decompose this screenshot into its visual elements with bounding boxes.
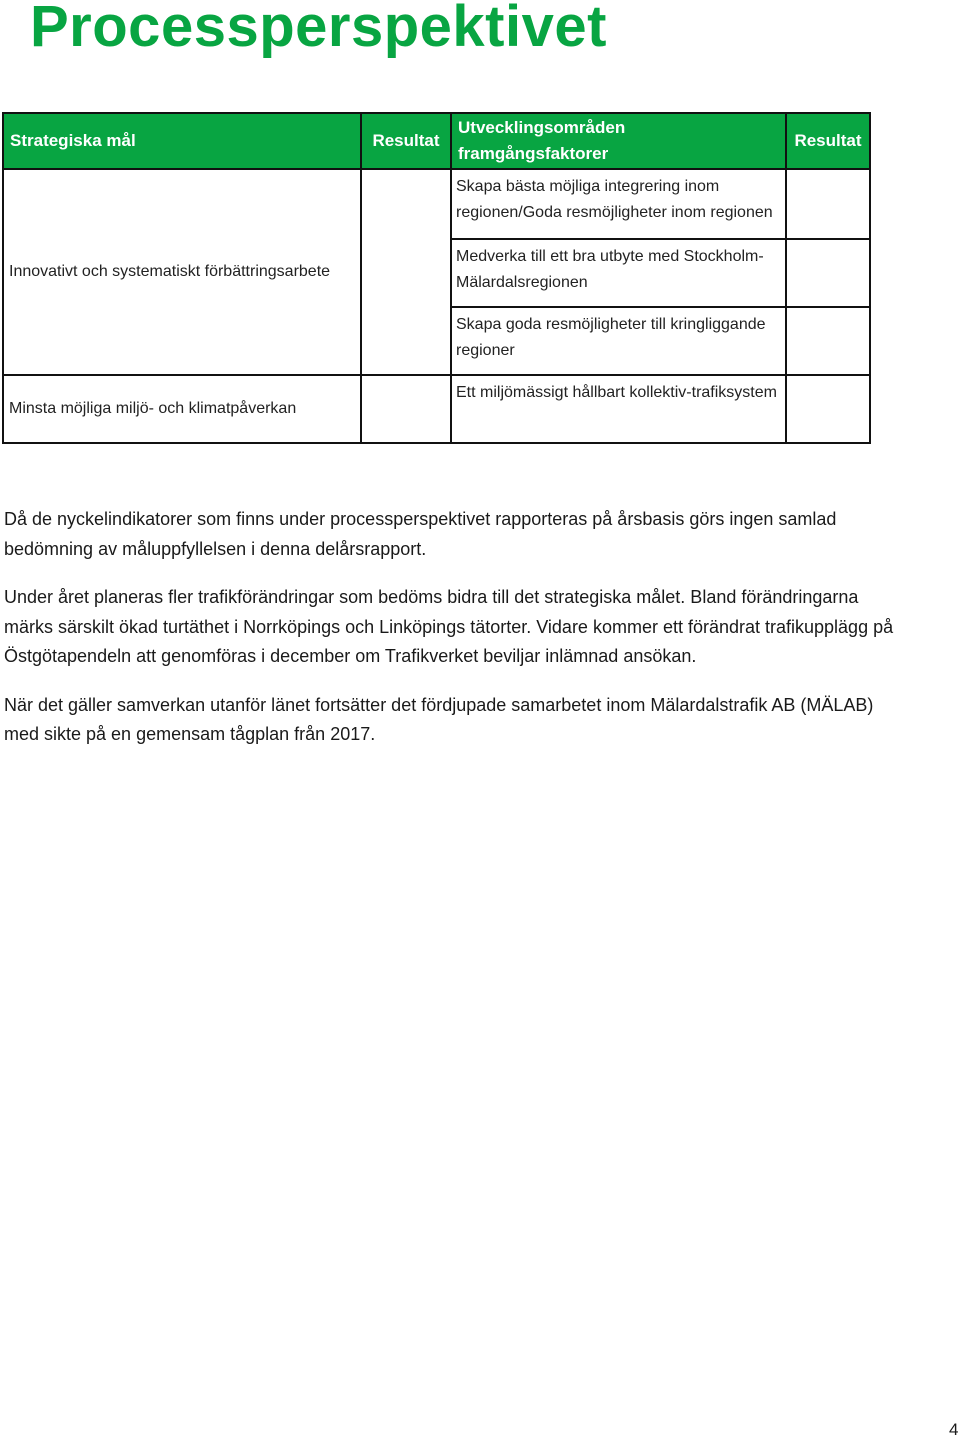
header-development-areas: Utvecklingsområden framgångsfaktorer xyxy=(451,113,786,169)
factor-cell: Ett miljömässigt hållbart kollektiv-trafiksystem xyxy=(451,375,786,443)
header-strategic-goals: Strategiska mål xyxy=(3,113,361,169)
header-result-2: Resultat xyxy=(786,113,870,169)
page-title: Processperspektivet xyxy=(30,0,607,59)
result-cell xyxy=(361,375,451,443)
factor-result-cell xyxy=(786,169,870,239)
page-number: 4 xyxy=(949,1420,959,1439)
factor-cell: Skapa goda resmöjligheter till kringliggande regioner xyxy=(451,307,786,375)
table-row xyxy=(3,375,870,443)
paragraph: Under året planeras fler trafikförändringar som bedöms bidra till det strategiska målet. Bland förändringarna märks särskilt ökad turtäthet i Norrköpings och Linköpings tätorter. Vidare kommer ett förändrat trafikupplägg på Östgötapendeln att genomföras i december om Trafikverket beviljar inlämnad ansökan. xyxy=(4,587,894,666)
factor-result-cell xyxy=(786,307,870,375)
goal-cell: Innovativt och systematiskt förbättringsarbete xyxy=(3,169,361,375)
table-row xyxy=(3,169,870,239)
goal-cell: Minsta möjliga miljö- och klimatpåverkan xyxy=(3,375,361,443)
table-header-row xyxy=(3,113,870,169)
factor-cell: Medverka till ett bra utbyte med Stockholm-Mälardalsregionen xyxy=(451,239,786,307)
header-result: Resultat xyxy=(361,113,451,169)
strategic-goals-table xyxy=(2,112,871,444)
factor-cell: Skapa bästa möjliga integrering inom regionen/Goda resmöjligheter inom regionen xyxy=(451,169,786,239)
factor-result-cell xyxy=(786,375,870,443)
body-text xyxy=(4,505,904,769)
paragraph: När det gäller samverkan utanför länet fortsätter det fördjupade samarbetet inom Mälardalstrafik AB (MÄLAB) med sikte på en gemensam tågplan från 2017. xyxy=(4,694,874,744)
factor-result-cell xyxy=(786,239,870,307)
paragraph: Då de nyckelindikatorer som finns under processperspektivet rapporteras på årsbasis görs ingen samlad bedömning av måluppfyllelsen i denna delårsrapport. xyxy=(4,509,837,559)
result-cell xyxy=(361,169,451,375)
